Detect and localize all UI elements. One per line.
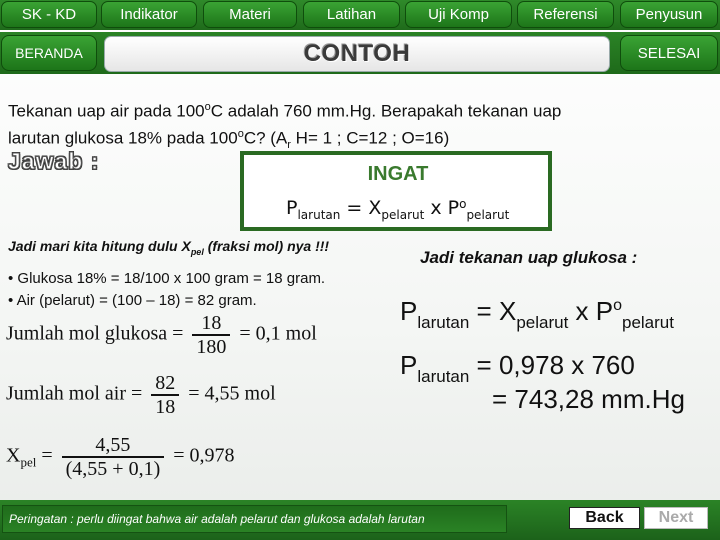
page-title: CONTOH (104, 36, 610, 72)
raoult-formula: $P_{larutan} = X_{pelarut}$ x $P^o_{pelarut}$ (286, 197, 510, 222)
nav-materi[interactable]: Materi (203, 1, 297, 28)
tekanan-uap-title: Jadi tekanan uap glukosa : (420, 248, 638, 267)
jawab-label: Jawab : (8, 148, 100, 174)
beranda-button[interactable]: BERANDA (1, 35, 97, 71)
raoult-equation-right: $P_{larutan} = X_{pelarut}$ x $P^o_{pelarut}$ (400, 296, 674, 332)
result-equation-line1: $P_{larutan} = 0,978$ x 760 (400, 350, 635, 386)
back-button[interactable]: Back (569, 507, 640, 529)
bullet-air: • Air (pelarut) = (100 – 18) = 82 gram. (8, 292, 257, 309)
nav-indikator[interactable]: Indikator (101, 1, 197, 28)
footer-warning: Peringatan : perlu diingat bahwa air adalah pelarut dan glukosa adalah larutan (2, 505, 507, 533)
mol-air-equation: Jumlah mol air = $\frac{82}{18}$ = 4,55 mol (6, 372, 276, 418)
hitung-instruction: Jadi mari kita hitung dulu $X_{pel}$ (fraksi mol) nya !!! (8, 238, 330, 257)
bullet-glukosa: • Glukosa 18% = 18/100 x 100 gram = 18 gram. (8, 270, 326, 287)
nav-latihan[interactable]: Latihan (303, 1, 400, 28)
nav-sk-kd[interactable]: SK - KD (1, 1, 97, 28)
nav-uji-komp[interactable]: Uji Komp (405, 1, 512, 28)
nav-referensi[interactable]: Referensi (517, 1, 614, 28)
selesai-button[interactable]: SELESAI (620, 35, 718, 71)
ingat-title: INGAT (367, 163, 429, 185)
ingat-box (240, 151, 552, 231)
mol-glukosa-equation: Jumlah mol glukosa = $\frac{18}{180}$ = 0,1 mol (6, 312, 317, 358)
nav-penyusun[interactable]: Penyusun (620, 1, 718, 28)
question-text: Tekanan uap air pada 100$^o$C adalah 760 mm.Hg. Berapakah tekanan uap larutan glukosa 18% pada 100$^o$C? ($A_r$ H= 1 ; C=12 ; O=16) (8, 101, 562, 151)
xpel-equation: $X_{pel}$ = $\frac{4,55}{(4,55 + 0,1)}$ = 0,978 (6, 434, 235, 480)
result-equation-line2: = 743,28 mm.Hg (492, 384, 685, 414)
next-button: Next (644, 507, 708, 529)
